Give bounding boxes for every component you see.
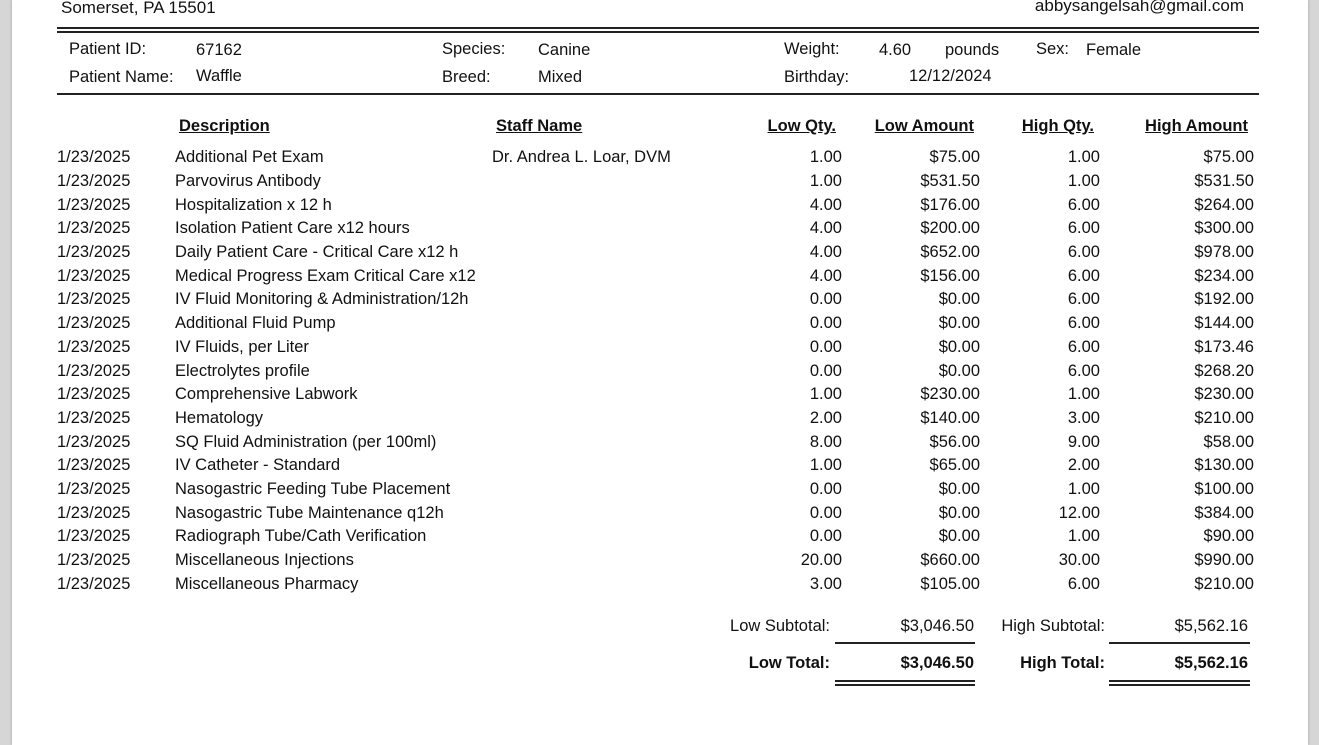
row-staff-name [492, 336, 738, 360]
row-staff-name [492, 193, 738, 217]
low-total-rule-bottom [835, 684, 975, 686]
row-description: Hospitalization x 12 h [175, 195, 332, 214]
row-staff-name [492, 217, 738, 241]
high-total-label: High Total: [1020, 654, 1105, 672]
row-low-qty: 4.00 [809, 266, 842, 285]
row-description: IV Catheter - Standard [175, 456, 341, 475]
row-staff-name [492, 501, 738, 525]
row-low-amount: $176.00 [920, 195, 980, 214]
row-description: Electrolytes profile [175, 361, 310, 380]
col-header-staff: Staff Name [496, 117, 583, 135]
row-high-amount: $268.20 [1194, 361, 1254, 380]
row-description: SQ Fluid Administration (per 100ml) [175, 432, 437, 451]
row-date: 1/23/2025 [57, 337, 131, 356]
row-low-amount: $660.00 [920, 551, 980, 570]
high-total-rule-bottom [1109, 684, 1250, 686]
table-row [57, 170, 1254, 194]
patient-name-value: Waffle [196, 67, 242, 85]
row-staff-name [492, 170, 738, 194]
row-description: Medical Progress Exam Critical Care x12 [175, 266, 476, 285]
row-high-qty: 1.00 [1067, 385, 1100, 404]
row-high-amount: $384.00 [1194, 503, 1254, 522]
sex-value: Female [1086, 41, 1142, 59]
row-low-qty: 4.00 [809, 219, 842, 238]
row-date: 1/23/2025 [57, 172, 131, 191]
breed-label: Breed: [442, 68, 491, 86]
row-date: 1/23/2025 [57, 243, 131, 262]
patient-id-label: Patient ID: [69, 40, 147, 58]
row-description: Isolation Patient Care x12 hours [175, 219, 410, 238]
species-value: Canine [538, 41, 591, 59]
row-low-amount: $75.00 [929, 148, 980, 167]
high-subtotal-label: High Subtotal: [1001, 617, 1105, 635]
table-row [57, 336, 1254, 360]
row-high-amount: $230.00 [1194, 385, 1254, 404]
row-low-qty: 4.00 [809, 243, 842, 262]
table-row [57, 501, 1254, 525]
row-date: 1/23/2025 [57, 195, 131, 214]
high-subtotal-rule [1109, 642, 1250, 644]
row-low-qty: 3.00 [809, 574, 842, 593]
table-row [57, 241, 1254, 265]
row-low-amount: $140.00 [920, 408, 980, 427]
row-high-amount: $264.00 [1194, 195, 1254, 214]
row-staff-name [492, 312, 738, 336]
row-high-qty: 6.00 [1067, 266, 1100, 285]
row-low-qty: 0.00 [809, 361, 842, 380]
row-staff-name [492, 478, 738, 502]
row-low-qty: 1.00 [809, 456, 842, 475]
col-header-high-amount: High Amount [1145, 117, 1248, 135]
row-low-amount: $0.00 [938, 314, 980, 333]
row-staff-name [492, 264, 738, 288]
row-date: 1/23/2025 [57, 456, 131, 475]
row-description: IV Fluid Monitoring & Administration/12h [175, 290, 469, 309]
header-rule-top [57, 27, 1259, 29]
row-low-qty: 0.00 [809, 290, 842, 309]
row-low-amount: $0.00 [938, 527, 980, 546]
table-row [57, 525, 1254, 549]
row-high-qty: 3.00 [1067, 408, 1100, 427]
col-header-low-qty: Low Qty. [767, 117, 836, 135]
row-high-amount: $100.00 [1194, 479, 1254, 498]
row-description: Parvovirus Antibody [175, 172, 321, 191]
low-subtotal-rule [835, 642, 975, 644]
table-row [57, 430, 1254, 454]
row-high-amount: $130.00 [1194, 456, 1254, 475]
row-high-qty: 1.00 [1067, 527, 1100, 546]
row-low-amount: $0.00 [938, 479, 980, 498]
row-high-amount: $234.00 [1194, 266, 1254, 285]
patient-name-label: Patient Name: [69, 68, 174, 86]
row-low-qty: 1.00 [809, 148, 842, 167]
weight-value: 4.60 [879, 41, 912, 59]
row-high-amount: $90.00 [1203, 527, 1254, 546]
row-description: Comprehensive Labwork [175, 385, 358, 404]
table-row [57, 454, 1254, 478]
row-staff-name: Dr. Andrea L. Loar, DVM [492, 148, 671, 167]
row-low-qty: 8.00 [809, 432, 842, 451]
table-row [57, 572, 1254, 596]
row-date: 1/23/2025 [57, 479, 131, 498]
row-high-amount: $990.00 [1194, 551, 1254, 570]
low-subtotal-value: $3,046.50 [900, 617, 974, 635]
row-date: 1/23/2025 [57, 266, 131, 285]
row-low-amount: $105.00 [920, 574, 980, 593]
species-label: Species: [442, 40, 506, 58]
row-high-amount: $58.00 [1203, 432, 1254, 451]
row-staff-name [492, 383, 738, 407]
high-total-value: $5,562.16 [1174, 654, 1248, 672]
row-high-qty: 9.00 [1067, 432, 1100, 451]
sex-label: Sex: [1036, 40, 1070, 58]
row-date: 1/23/2025 [57, 527, 131, 546]
row-low-qty: 1.00 [809, 385, 842, 404]
line-items-body [57, 146, 1254, 596]
weight-unit: pounds [945, 41, 1000, 59]
low-subtotal-label: Low Subtotal: [730, 617, 830, 635]
row-high-qty: 30.00 [1058, 551, 1100, 570]
birthday-value: 12/12/2024 [909, 67, 992, 85]
row-description: Miscellaneous Pharmacy [175, 574, 359, 593]
row-low-qty: 20.00 [800, 551, 842, 570]
row-date: 1/23/2025 [57, 219, 131, 238]
row-low-amount: $56.00 [929, 432, 980, 451]
row-date: 1/23/2025 [57, 290, 131, 309]
row-date: 1/23/2025 [57, 385, 131, 404]
client-email: abbysangelsah@gmail.com [1034, 0, 1244, 15]
row-staff-name [492, 525, 738, 549]
line-items-table [57, 146, 1254, 596]
table-row [57, 359, 1254, 383]
row-description: Hematology [175, 408, 264, 427]
row-high-amount: $978.00 [1194, 243, 1254, 262]
high-total-rule-top [1109, 680, 1250, 682]
table-row [57, 193, 1254, 217]
row-low-qty: 1.00 [809, 172, 842, 191]
row-low-qty: 0.00 [809, 479, 842, 498]
row-description: Additional Fluid Pump [175, 314, 336, 333]
row-low-amount: $230.00 [920, 385, 980, 404]
clinic-address: Somerset, PA 15501 [61, 0, 216, 17]
row-date: 1/23/2025 [57, 574, 131, 593]
row-low-amount: $652.00 [920, 243, 980, 262]
table-row [57, 549, 1254, 573]
row-low-amount: $531.50 [920, 172, 980, 191]
patient-id-value: 67162 [196, 41, 242, 59]
row-high-amount: $75.00 [1203, 148, 1254, 167]
row-high-qty: 6.00 [1067, 361, 1100, 380]
row-low-qty: 0.00 [809, 314, 842, 333]
row-description: Additional Pet Exam [175, 148, 324, 167]
row-staff-name [492, 288, 738, 312]
row-description: Daily Patient Care - Critical Care x12 h [175, 243, 459, 262]
row-high-amount: $210.00 [1194, 574, 1254, 593]
row-high-qty: 6.00 [1067, 219, 1100, 238]
row-description: Nasogastric Feeding Tube Placement [175, 479, 451, 498]
row-low-qty: 0.00 [809, 527, 842, 546]
table-row [57, 264, 1254, 288]
row-high-qty: 6.00 [1067, 314, 1100, 333]
row-high-qty: 1.00 [1067, 479, 1100, 498]
col-header-high-qty: High Qty. [1021, 117, 1094, 135]
birthday-label: Birthday: [784, 68, 850, 86]
table-row [57, 288, 1254, 312]
row-high-amount: $144.00 [1194, 314, 1254, 333]
header-rule-bottom [57, 31, 1259, 33]
row-date: 1/23/2025 [57, 408, 131, 427]
row-staff-name [492, 241, 738, 265]
patient-info-rule [57, 93, 1259, 95]
row-high-amount: $300.00 [1194, 219, 1254, 238]
breed-value: Mixed [538, 68, 583, 86]
row-staff-name [492, 407, 738, 431]
table-row [57, 312, 1254, 336]
row-staff-name [492, 572, 738, 596]
row-low-qty: 0.00 [809, 337, 842, 356]
row-high-amount: $210.00 [1194, 408, 1254, 427]
row-staff-name [492, 359, 738, 383]
high-subtotal-value: $5,562.16 [1174, 617, 1248, 635]
row-low-amount: $0.00 [938, 361, 980, 380]
row-description: Nasogastric Tube Maintenance q12h [175, 503, 444, 522]
row-high-qty: 1.00 [1067, 172, 1100, 191]
table-row [57, 478, 1254, 502]
row-high-qty: 6.00 [1067, 195, 1100, 214]
row-high-qty: 6.00 [1067, 290, 1100, 309]
row-low-amount: $200.00 [920, 219, 980, 238]
row-low-amount: $0.00 [938, 337, 980, 356]
row-high-amount: $173.46 [1194, 337, 1254, 356]
table-row [57, 146, 1254, 170]
row-high-amount: $192.00 [1194, 290, 1254, 309]
low-total-value: $3,046.50 [900, 654, 974, 672]
row-high-amount: $531.50 [1194, 172, 1254, 191]
table-row [57, 383, 1254, 407]
row-high-qty: 1.00 [1067, 148, 1100, 167]
row-low-qty: 0.00 [809, 503, 842, 522]
row-date: 1/23/2025 [57, 314, 131, 333]
table-row [57, 407, 1254, 431]
row-staff-name [492, 430, 738, 454]
row-date: 1/23/2025 [57, 551, 131, 570]
row-description: Miscellaneous Injections [175, 551, 354, 570]
row-description: Radiograph Tube/Cath Verification [175, 527, 427, 546]
row-high-qty: 6.00 [1067, 243, 1100, 262]
row-low-amount: $156.00 [920, 266, 980, 285]
row-date: 1/23/2025 [57, 503, 131, 522]
row-low-amount: $0.00 [938, 503, 980, 522]
low-total-rule-top [835, 680, 975, 682]
low-total-label: Low Total: [748, 654, 830, 672]
col-header-description: Description [179, 117, 270, 135]
row-description: IV Fluids, per Liter [175, 337, 309, 356]
row-date: 1/23/2025 [57, 432, 131, 451]
row-low-qty: 2.00 [809, 408, 842, 427]
row-low-amount: $0.00 [938, 290, 980, 309]
row-low-amount: $65.00 [929, 456, 980, 475]
row-high-qty: 6.00 [1067, 337, 1100, 356]
col-header-low-amount: Low Amount [874, 117, 974, 135]
row-staff-name [492, 454, 738, 478]
row-low-qty: 4.00 [809, 195, 842, 214]
row-date: 1/23/2025 [57, 361, 131, 380]
row-date: 1/23/2025 [57, 148, 131, 167]
row-high-qty: 2.00 [1067, 456, 1100, 475]
weight-label: Weight: [784, 40, 840, 58]
row-high-qty: 6.00 [1067, 574, 1100, 593]
table-row [57, 217, 1254, 241]
row-staff-name [492, 549, 738, 573]
estimate-page [12, 0, 1308, 745]
row-high-qty: 12.00 [1058, 503, 1100, 522]
